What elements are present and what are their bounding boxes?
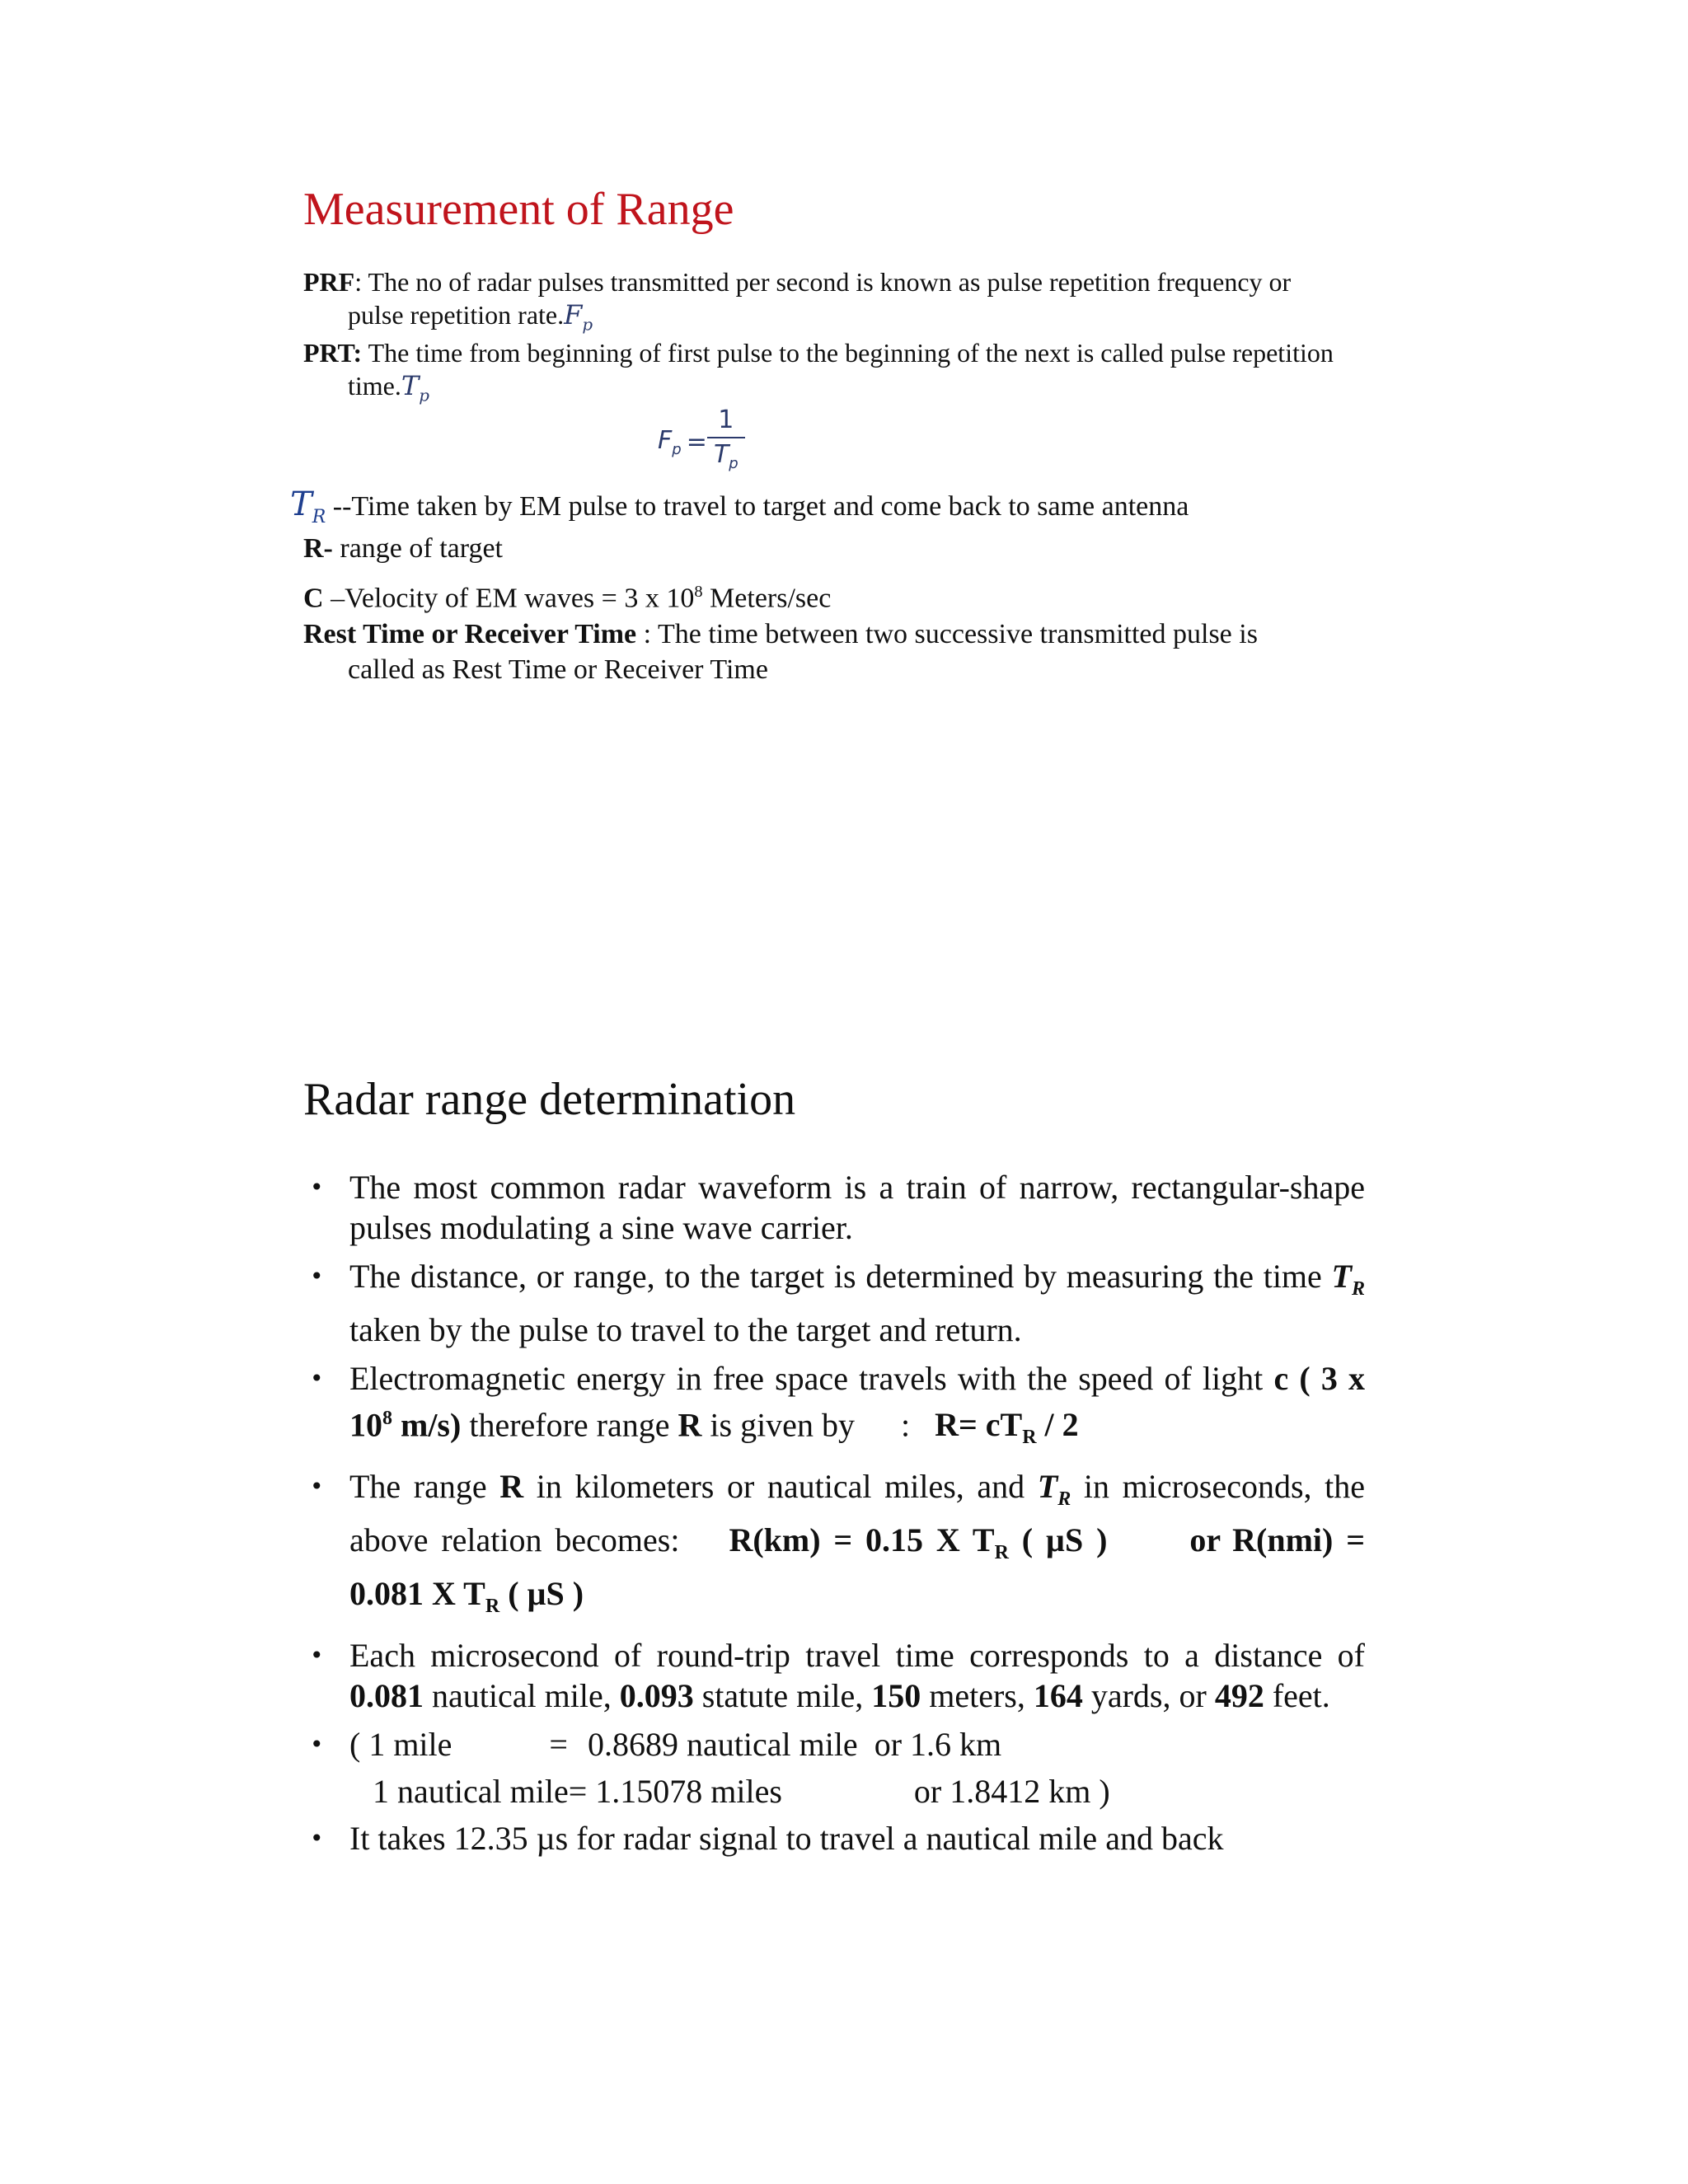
radar-range-bullet-list <box>303 1167 1365 1867</box>
bullet-3-text-1: Electromagnetic energy in free space travels with the speed of light <box>349 1360 1274 1397</box>
prf-text-2: pulse repetition rate. <box>348 300 565 330</box>
bullet-1-text: The most common radar waveform is a train of narrow, rectangular-shape pulses modulating a sine wave carrier. <box>349 1169 1365 1246</box>
bullet-3-colon: : <box>900 1406 911 1444</box>
list-item <box>303 1818 1365 1858</box>
bullet-5-text-5: yards, or <box>1082 1677 1215 1715</box>
or-text: or <box>1189 1521 1221 1559</box>
bullet-icon: • <box>310 1174 324 1201</box>
value-yards: 164 <box>1033 1677 1083 1715</box>
list-item <box>303 1358 1365 1458</box>
conversion-nautical-miles: = 1.15078 miles <box>568 1773 782 1811</box>
r-definition <box>303 531 503 567</box>
bullet-7-text: It takes 12.35 µs for radar signal to travel a nautical mile and back <box>349 1820 1224 1858</box>
speed-of-light-base: 10 <box>349 1406 382 1444</box>
value-nautical-mile: 0.081 <box>349 1677 424 1715</box>
tr-symbol-inline: $T_R$ <box>1037 1468 1071 1511</box>
bullet-3-text-2: therefore range <box>461 1406 678 1444</box>
bullet-2-text-2: taken by the pulse to travel to the target and return. <box>349 1311 1022 1348</box>
value-meters: 150 <box>871 1677 921 1715</box>
c-term: C <box>303 583 324 614</box>
bullet-5-text-1: Each microsecond of round-trip travel time corresponds to a distance of <box>349 1637 1365 1675</box>
tr-text: --Time taken by EM pulse to travel to target and come back to same antenna <box>326 491 1189 522</box>
bullet-2-text: The distance, or range, to the target is determined by measuring the time <box>349 1258 1332 1295</box>
list-item <box>303 1167 1365 1248</box>
formula-fraction <box>707 404 745 480</box>
prf-formula <box>658 404 745 480</box>
value-feet: 492 <box>1214 1677 1264 1715</box>
conversion-equals: = <box>549 1726 568 1764</box>
c-text-after: Meters/sec <box>702 583 832 614</box>
section-title-measurement: Measurement of Range <box>303 184 734 235</box>
tr-symbol: $T_R$ <box>290 485 326 527</box>
c-exponent: 8 <box>694 583 703 601</box>
range-nmi-formula-rhs: 0.081 X $T_R$ ( µS ) <box>349 1575 584 1618</box>
conversion-nautical-mile-label: 1 nautical mile <box>373 1773 569 1811</box>
bullet-5-text-6: feet. <box>1264 1677 1330 1715</box>
bullet-icon: • <box>310 1473 324 1501</box>
formula-numerator: 1 <box>718 405 734 434</box>
bullet-3-text-3: is given by <box>701 1406 863 1444</box>
rest-text-1: : The time between two successive transmitted pulse is <box>636 619 1258 649</box>
range-symbol: R <box>499 1468 524 1506</box>
bullet-4-text-2: in kilometers or nautical miles, and <box>523 1468 1038 1506</box>
rest-time-definition <box>303 616 1365 687</box>
formula-lhs: $F_p$ <box>658 426 682 458</box>
bullet-icon: • <box>310 1642 324 1670</box>
value-statute-mile: 0.093 <box>619 1677 694 1715</box>
tr-symbol-inline: $T_R$ <box>1331 1258 1365 1300</box>
prf-symbol: $F_p$ <box>564 299 593 335</box>
range-formula: $R= cT_R / 2$ <box>935 1406 1079 1449</box>
formula-equals: = <box>686 428 707 457</box>
list-item <box>303 1771 1365 1811</box>
rest-text-2: called as Rest Time or Receiver Time <box>348 654 768 685</box>
range-symbol: R <box>678 1406 702 1444</box>
conversion-mile-nautical: 0.8689 nautical mile <box>587 1726 858 1764</box>
rest-term: Rest Time or Receiver Time <box>303 619 637 649</box>
section-title-radar-range: Radar range determination <box>303 1074 796 1125</box>
prt-definition <box>303 336 1365 412</box>
bullet-icon: • <box>310 1731 324 1759</box>
bullet-icon: • <box>310 1365 324 1392</box>
list-item <box>303 1466 1365 1627</box>
bullet-icon: • <box>310 1825 324 1853</box>
bullet-icon: • <box>310 1263 324 1290</box>
r-text: range of target <box>332 533 503 564</box>
c-text: –Velocity of EM waves = 3 x 10 <box>323 583 695 614</box>
prt-symbol: $T_p$ <box>401 370 429 405</box>
prt-term: PRT: <box>303 338 363 368</box>
bullet-4-text-1: The range <box>349 1468 500 1506</box>
list-item <box>303 1256 1365 1350</box>
c-definition <box>303 574 831 616</box>
prt-text-1: The time from beginning of first pulse to the beginning of the next is called pulse repetition <box>362 338 1334 368</box>
prf-text-1: : The no of radar pulses transmitted per second is known as pulse repetition frequency or <box>354 267 1292 297</box>
conversion-nautical-km: or 1.8412 km ) <box>913 1773 1110 1811</box>
speed-of-light-value: c ( 3 x <box>1273 1360 1366 1397</box>
conversion-mile-km: or 1.6 km <box>874 1726 1002 1764</box>
list-item <box>303 1724 1365 1765</box>
bullet-5-text-2: nautical mile, <box>424 1677 620 1715</box>
prt-text-2: time. <box>348 371 401 401</box>
bullet-5-text-3: statute mile, <box>693 1677 872 1715</box>
formula-denominator: $T_p$ <box>713 440 738 472</box>
range-km-formula: R(km) = 0.15 X $T_R$ ( µS ) <box>729 1521 1108 1564</box>
prf-term: PRF <box>303 267 355 297</box>
range-nmi-formula: R(nmi) = <box>1232 1521 1366 1559</box>
conversion-mile-label: ( 1 mile <box>349 1726 452 1764</box>
tr-definition <box>290 486 1189 536</box>
bullet-5-text-4: meters, <box>921 1677 1034 1715</box>
prf-definition <box>303 265 1365 341</box>
speed-of-light-unit: m/s) <box>392 1406 462 1444</box>
speed-of-light-exponent: 8 <box>382 1408 392 1429</box>
r-term: R- <box>303 533 333 564</box>
list-item <box>303 1635 1365 1716</box>
bullet-4-text-3: in microseconds, the above relation becomes: <box>349 1468 1366 1559</box>
